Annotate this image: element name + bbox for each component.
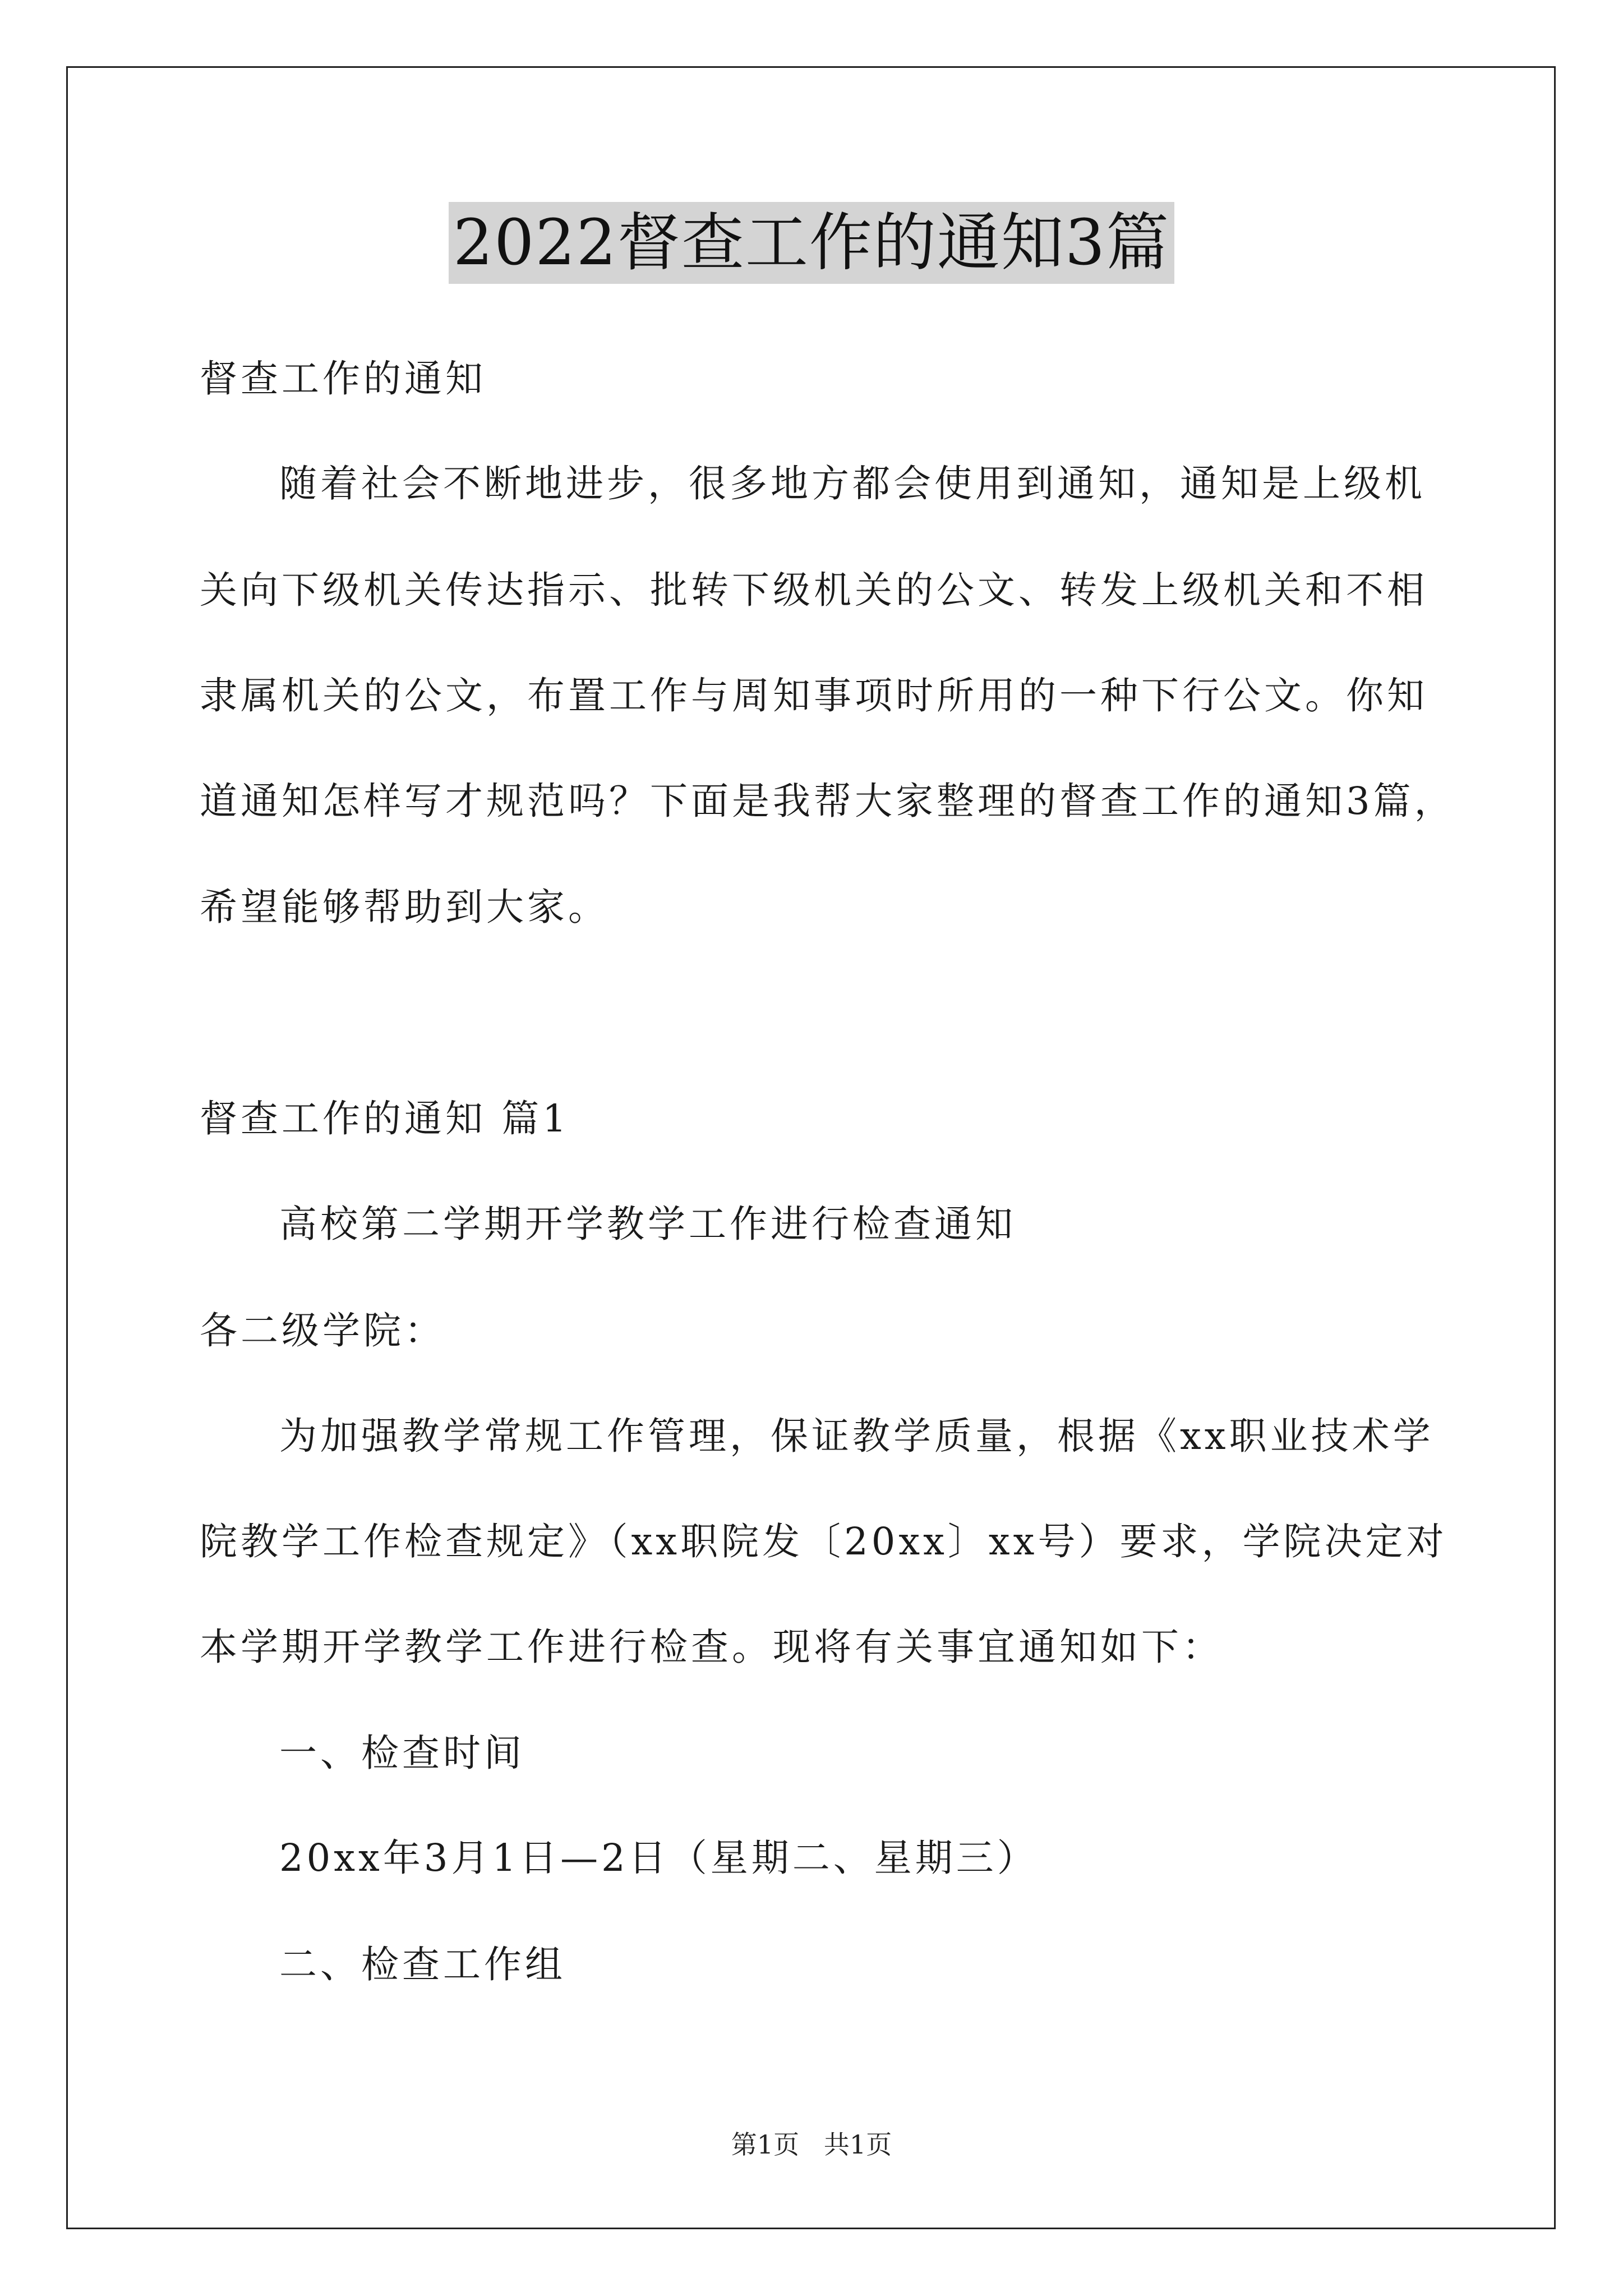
paragraph-line: 关向下级机关传达指示、批转下级机关的公文、转发上级机关和不相 bbox=[200, 568, 1428, 612]
paragraph-line: 为加强教学常规工作管理，保证教学质量，根据《xx职业技术学 bbox=[279, 1414, 1434, 1458]
document-title: 2022督查工作的通知3篇 bbox=[449, 202, 1174, 284]
notice-title: 高校第二学期开学教学工作进行检查通知 bbox=[279, 1202, 1016, 1246]
section-heading: 督查工作的通知 篇1 bbox=[200, 1097, 570, 1140]
title-container bbox=[0, 202, 1623, 284]
subheading: 一、检查时间 bbox=[279, 1731, 525, 1775]
page-footer: 第1页 共1页 bbox=[731, 2129, 892, 2160]
paragraph-line: 院教学工作检查规定》（xx职院发〔20xx〕xx号）要求，学院决定对 bbox=[200, 1520, 1447, 1563]
section-heading: 督查工作的通知 bbox=[200, 357, 486, 401]
paragraph-line: 随着社会不断地进步，很多地方都会使用到通知，通知是上级机 bbox=[279, 462, 1426, 505]
subheading: 二、检查工作组 bbox=[279, 1943, 566, 1986]
paragraph-line: 20xx年3月1日—2日（星期二、星期三） bbox=[279, 1836, 1038, 1880]
paragraph-line: 道通知怎样写才规范吗？下面是我帮大家整理的督查工作的通知3篇， bbox=[200, 779, 1455, 823]
paragraph-line: 隶属机关的公文，布置工作与周知事项时所用的一种下行公文。你知 bbox=[200, 674, 1428, 717]
salutation: 各二级学院： bbox=[200, 1309, 445, 1352]
paragraph-line: 希望能够帮助到大家。 bbox=[200, 885, 609, 929]
paragraph-line: 本学期开学教学工作进行检查。现将有关事宜通知如下： bbox=[200, 1625, 1223, 1669]
